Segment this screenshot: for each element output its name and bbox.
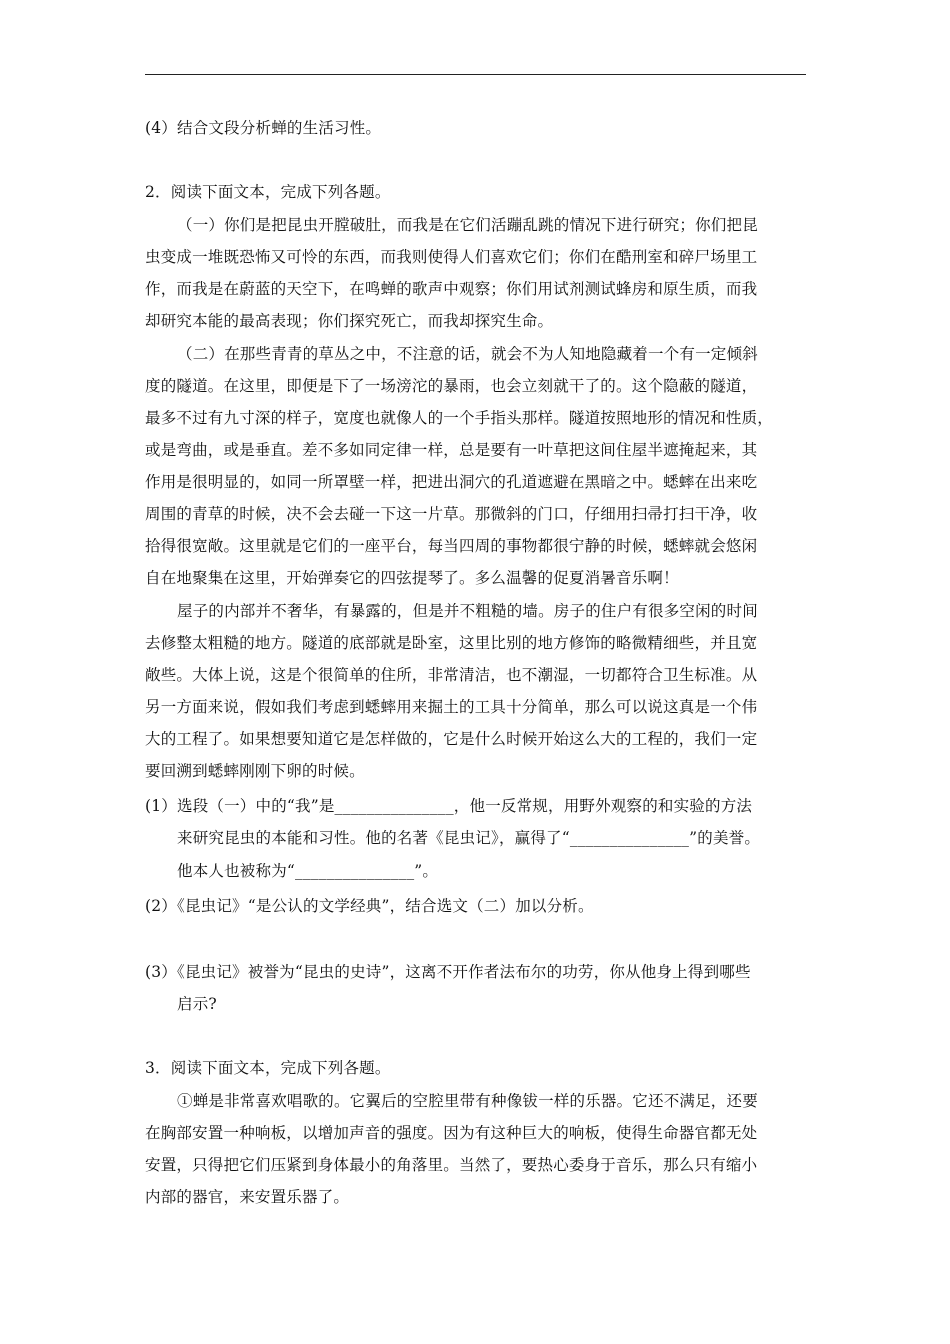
passage-line: 自在地聚集在这里，开始弹奏它的四弦提琴了。多么温馨的促夏消暑音乐啊！	[145, 569, 679, 587]
passage-line: 度的隧道。在这里，即便是下了一场滂沱的暴雨，也会立刻就干了的。这个隐蔽的隧道，	[145, 377, 758, 395]
sub-question-3: (3）《昆虫记》被誉为“昆虫的史诗”，这离不开作者法布尔的功劳，你从他身上得到哪些	[145, 963, 751, 981]
question-3-heading: 3．阅读下面文本，完成下列各题。	[145, 1059, 391, 1077]
sub-question-1-cont: 他本人也被称为“_______________”。	[177, 862, 439, 880]
question-item-4: (4）结合文段分析蝉的生活习性。	[145, 119, 382, 137]
passage-line: 最多不过有九寸深的样子，宽度也就像人的一个手指头那样。隧道按照地形的情况和性质，	[145, 409, 774, 427]
passage-line: 拾得很宽敞。这里就是它们的一座平台，每当四周的事物都很宁静的时候，蟋蟀就会悠闲	[145, 537, 758, 555]
passage-line: 另一方面来说，假如我们考虑到蟋蟀用来掘土的工具十分简单，那么可以说这真是一个伟	[145, 698, 758, 716]
passage-line: （一）你们是把昆虫开膛破肚，而我是在它们活蹦乱跳的情况下进行研究；你们把昆	[177, 216, 758, 234]
sub-question-2: (2）《昆虫记》“是公认的文学经典”，结合选文（二）加以分析。	[145, 897, 594, 915]
passage-line: 安置，只得把它们压紧到身体最小的角落里。当然了，要热心委身于音乐，那么只有缩小	[145, 1156, 758, 1174]
passage-line: 屋子的内部并不奢华，有暴露的，但是并不粗糙的墙。房子的住户有很多空闲的时间	[177, 602, 758, 620]
passage-line: 去修整太粗糙的地方。隧道的底部就是卧室，这里比别的地方修饰的略微精细些，并且宽	[145, 634, 758, 652]
passage-line: （二）在那些青青的草丛之中，不注意的话，就会不为人知地隐藏着一个有一定倾斜	[177, 345, 758, 363]
passage-line: 却研究本能的最高表现；你们探究死亡，而我却探究生命。	[145, 312, 554, 330]
passage-line: 周围的青草的时候，决不会去碰一下这一片草。那微斜的门口，仔细用扫帚打扫干净，收	[145, 505, 758, 523]
passage-line: 要回溯到蟋蟀刚刚下卵的时候。	[145, 762, 365, 780]
passage-line: 或是弯曲，或是垂直。差不多如同定律一样，总是要有一叶草把这间住屋半遮掩起来，其	[145, 441, 758, 459]
passage-line: 敞些。大体上说，这是个很简单的住所，非常清洁，也不潮湿，一切都符合卫生标准。从	[145, 666, 758, 684]
passage-line: 虫变成一堆既恐怖又可怜的东西，而我则使得人们喜欢它们；你们在酷刑室和碎尸场里工	[145, 248, 758, 266]
passage-line: ①蝉是非常喜欢唱歌的。它翼后的空腔里带有种像钹一样的乐器。它还不满足，还要	[177, 1092, 758, 1110]
passage-line: 内部的器官，来安置乐器了。	[145, 1188, 350, 1206]
sub-question-3-cont: 启示?	[177, 995, 217, 1013]
sub-question-1-cont: 来研究昆虫的本能和习性。他的名著《昆虫记》，赢得了“_______________”的美誉。	[177, 829, 761, 847]
passage-line: 作，而我是在蔚蓝的天空下，在鸣蝉的歌声中观察；你们用试剂测试蜂房和原生质，而我	[145, 280, 758, 298]
header-rule	[145, 74, 806, 75]
passage-line: 大的工程了。如果想要知道它是怎样做的，它是什么时候开始这么大的工程的，我们一定	[145, 730, 758, 748]
question-2-heading: 2．阅读下面文本，完成下列各题。	[145, 183, 391, 201]
passage-line: 作用是很明显的，如同一所罩壁一样，把进出洞穴的孔道遮避在黑暗之中。蟋蟀在出来吃	[145, 473, 758, 491]
passage-line: 在胸部安置一种响板，以增加声音的强度。因为有这种巨大的响板，使得生命器官都无处	[145, 1124, 758, 1142]
sub-question-1: (1）选段（一）中的“我”是_______________，他一反常规，用野外观察的和实验的方法	[145, 797, 753, 815]
